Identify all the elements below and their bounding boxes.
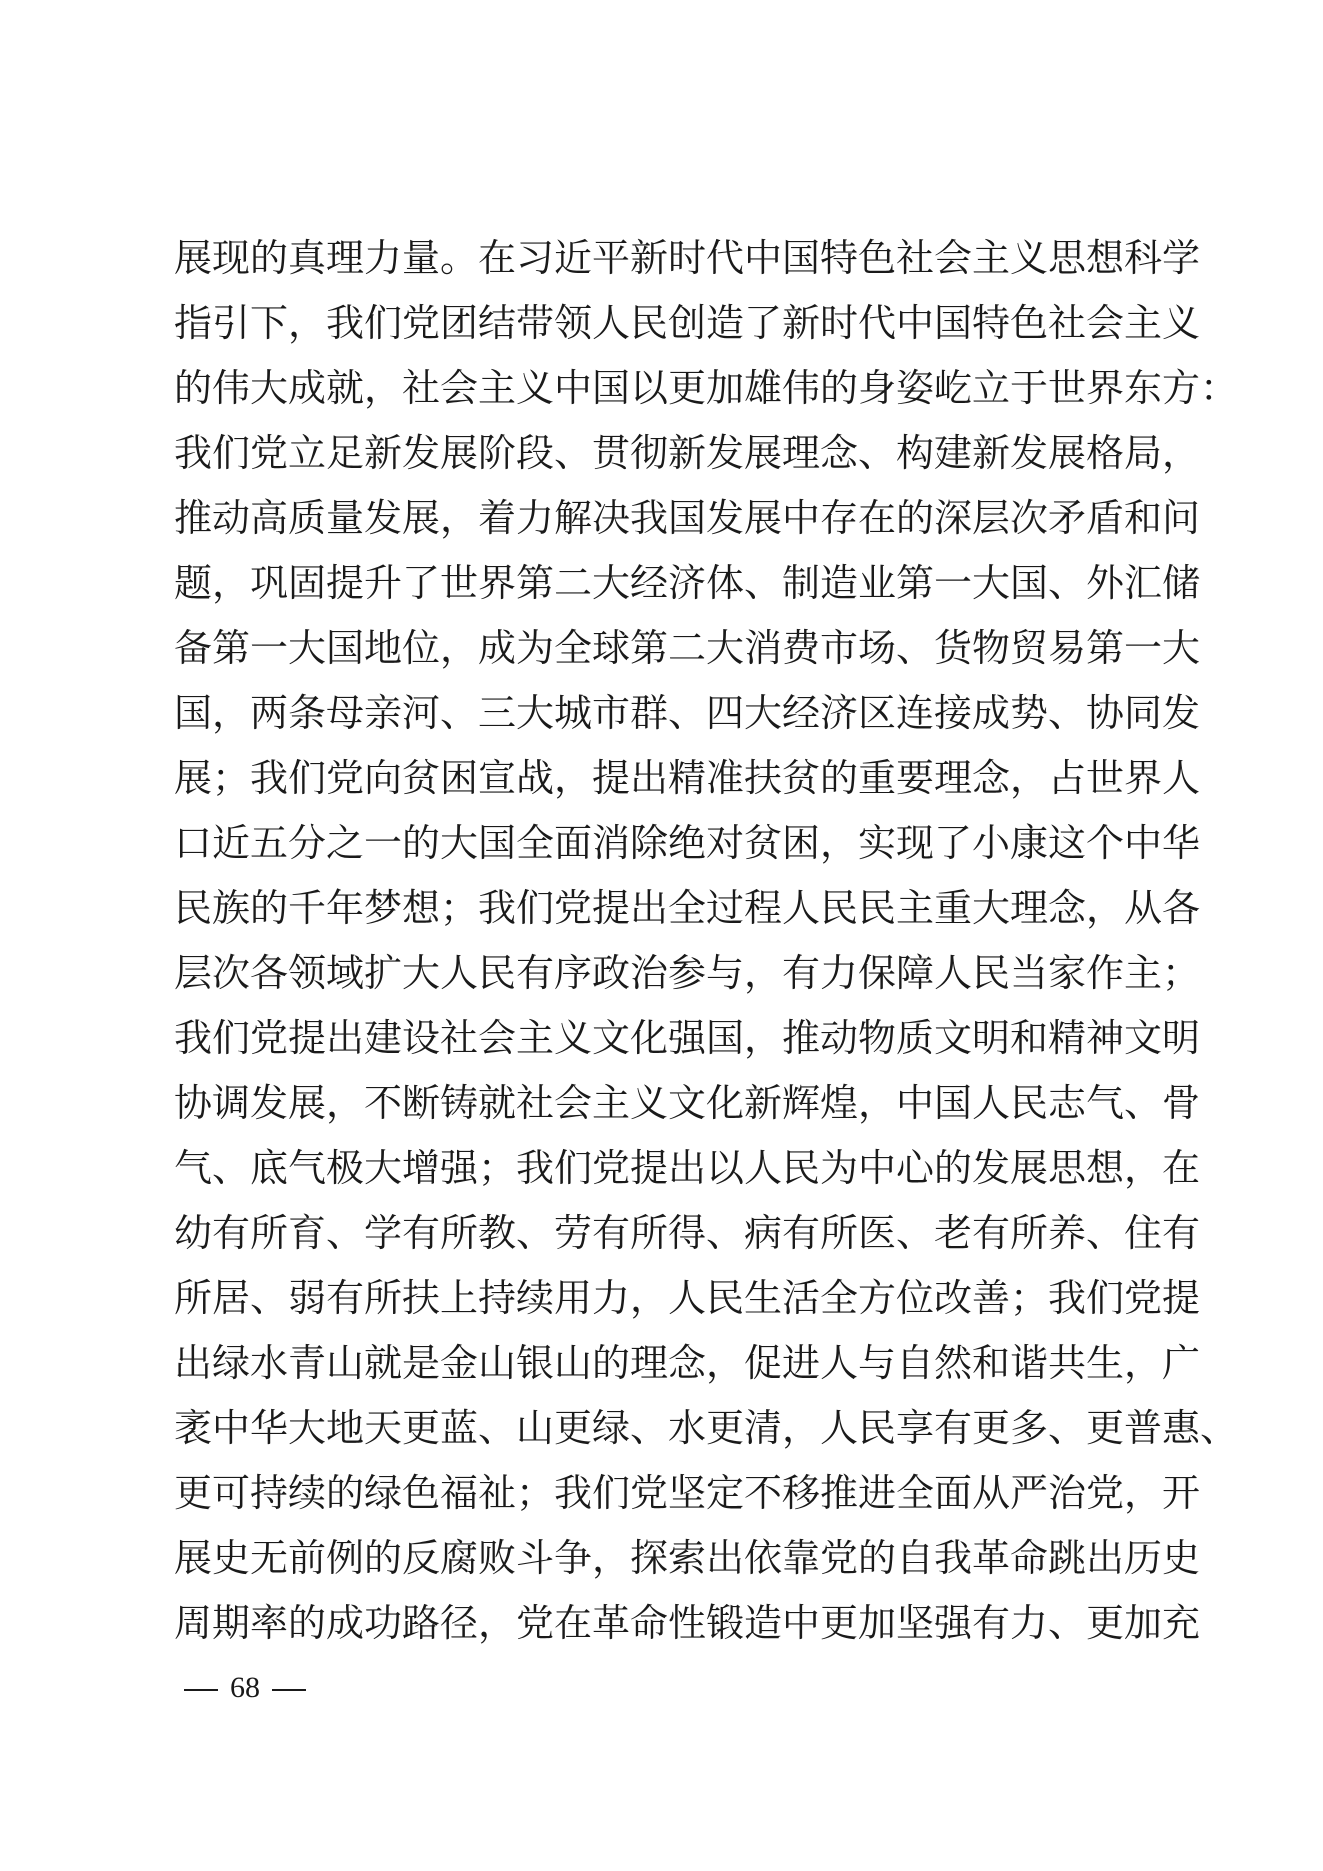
page-number bbox=[172, 1668, 318, 1708]
text-line: 口近五分之一的大国全面消除绝对贫困，实现了小康这个中华 bbox=[174, 821, 1201, 865]
text-line: 气、底气极大增强；我们党提出以人民为中心的发展思想，在 bbox=[174, 1146, 1201, 1190]
text-line: 幼有所育、学有所教、劳有所得、病有所医、老有所养、住有 bbox=[174, 1211, 1201, 1255]
text-line: 层次各领域扩大人民有序政治参与，有力保障人民当家作主； bbox=[174, 951, 1201, 995]
text-line: 袤中华大地天更蓝、山更绿、水更清，人民享有更多、更普惠、 bbox=[174, 1406, 1239, 1450]
text-line: 国，两条母亲河、三大城市群、四大经济区连接成势、协同发 bbox=[174, 691, 1201, 735]
text-line: 更可持续的绿色福祉；我们党坚定不移推进全面从严治党，开 bbox=[174, 1471, 1201, 1515]
page-number-value: 68 bbox=[230, 1671, 260, 1704]
text-line: 展史无前例的反腐败斗争，探索出依靠党的自我革命跳出历史 bbox=[174, 1536, 1201, 1580]
text-line: 题，巩固提升了世界第二大经济体、制造业第一大国、外汇储 bbox=[174, 561, 1201, 605]
text-line: 周期率的成功路径，党在革命性锻造中更加坚强有力、更加充 bbox=[174, 1601, 1201, 1645]
text-line: 推动高质量发展，着力解决我国发展中存在的深层次矛盾和问 bbox=[174, 496, 1201, 540]
text-line: 指引下，我们党团结带领人民创造了新时代中国特色社会主义 bbox=[174, 301, 1201, 345]
text-line: 备第一大国地位，成为全球第二大消费市场、货物贸易第一大 bbox=[174, 626, 1201, 670]
right-dash bbox=[272, 1689, 306, 1691]
text-line: 我们党提出建设社会主义文化强国，推动物质文明和精神文明 bbox=[174, 1016, 1201, 1060]
text-line: 出绿水青山就是金山银山的理念，促进人与自然和谐共生，广 bbox=[174, 1341, 1201, 1385]
text-line: 民族的千年梦想；我们党提出全过程人民民主重大理念，从各 bbox=[174, 886, 1201, 930]
text-line: 展；我们党向贫困宣战，提出精准扶贫的重要理念，占世界人 bbox=[174, 756, 1201, 800]
text-line: 协调发展，不断铸就社会主义文化新辉煌，中国人民志气、骨 bbox=[174, 1081, 1201, 1125]
text-line: 我们党立足新发展阶段、贯彻新发展理念、构建新发展格局， bbox=[174, 431, 1201, 475]
left-dash bbox=[184, 1689, 218, 1691]
body-text bbox=[174, 226, 1239, 1656]
text-line: 所居、弱有所扶上持续用力，人民生活全方位改善；我们党提 bbox=[174, 1276, 1201, 1320]
text-line: 展现的真理力量。在习近平新时代中国特色社会主义思想科学 bbox=[174, 236, 1201, 280]
text-line: 的伟大成就，社会主义中国以更加雄伟的身姿屹立于世界东方： bbox=[174, 366, 1239, 410]
